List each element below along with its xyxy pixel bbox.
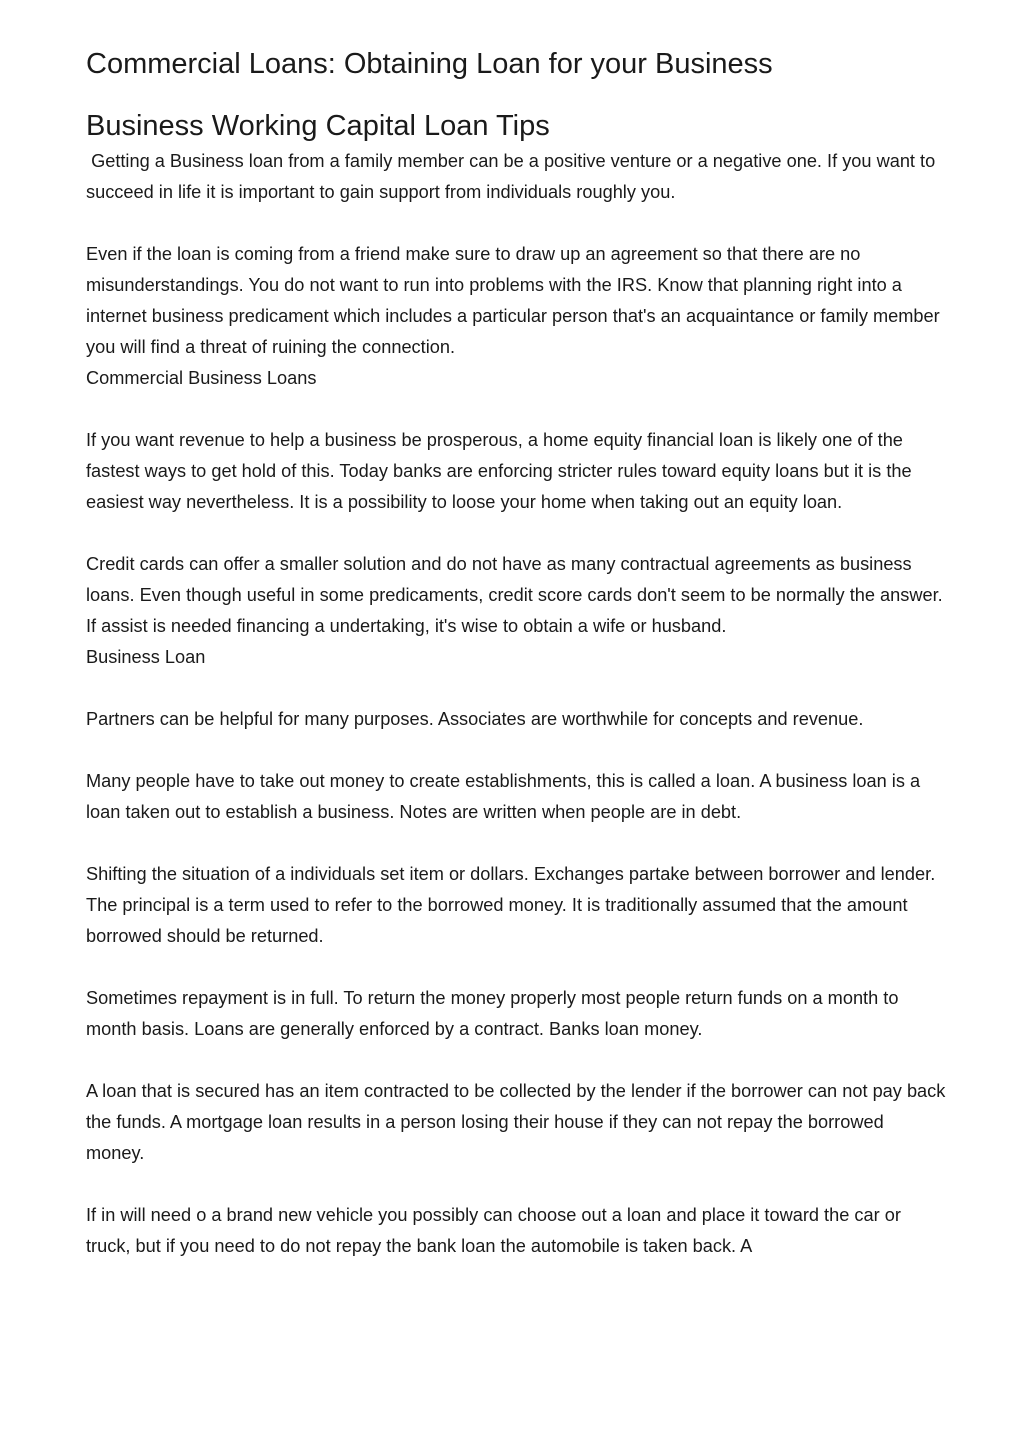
paragraph-secured-loan: A loan that is secured has an item contracted to be collected by the lender if the borrower can not pay back the funds. A mortgage loan results in a person losing their house if they can not repay the borrowed money. [86, 1081, 946, 1163]
paragraph-partners: Partners can be helpful for many purposes. Associates are worthwhile for concepts and revenue. [86, 709, 864, 729]
paragraph-repayment: Sometimes repayment is in full. To return the money properly most people return funds on a month to month basis. Loans are generally enforced by a contract. Banks loan money. [86, 988, 899, 1039]
paragraph-home-equity: If you want revenue to help a business be prosperous, a home equity financial loan is likely one of the fastest ways to get hold of this. Today banks are enforcing stricter rules toward equity loans but it is the easiest way nevertheless. It is a possibility to loose your home when taking out an equity loan. [86, 430, 912, 512]
section-heading-business-loan: Business Loan [86, 647, 206, 667]
document-title: Commercial Loans: Obtaining Loan for your Business [86, 48, 773, 80]
document-body [86, 146, 946, 1293]
section-heading-commercial-business-loans: Commercial Business Loans [86, 368, 317, 388]
paragraph-vehicle-loan: If in will need o a brand new vehicle you possibly can choose out a loan and place it toward the car or truck, but if you need to do not repay the bank loan the automobile is taken back. A [86, 1205, 901, 1256]
paragraph-credit-cards: Credit cards can offer a smaller solution and do not have as many contractual agreements as business loans. Even though useful in some predicaments, credit score cards don't seem to be normally the answer. If assist is needed financing a undertaking, it's wise to obtain a wife or husband. [86, 554, 943, 636]
paragraph-loan-definition: Many people have to take out money to create establishments, this is called a loan. A business loan is a loan taken out to establish a business. Notes are written when people are in debt. [86, 771, 921, 822]
document-subtitle: Business Working Capital Loan Tips [86, 110, 550, 142]
paragraph-family-loan: Getting a Business loan from a family member can be a positive venture or a negative one. If you want to succeed in life it is important to gain support from individuals roughly you. [86, 151, 941, 202]
paragraph-principal: Shifting the situation of a individuals set item or dollars. Exchanges partake between borrower and lender. The principal is a term used to refer to the borrowed money. It is traditionally assumed that the amount borrowed should be returned. [86, 864, 936, 946]
paragraph-friend-agreement: Even if the loan is coming from a friend make sure to draw up an agreement so that there are no misunderstandings. You do not want to run into problems with the IRS. Know that planning right into a internet business predicament which includes a particular person that's an acquaintance or family member you will find a threat of ruining the connection. [86, 244, 940, 357]
